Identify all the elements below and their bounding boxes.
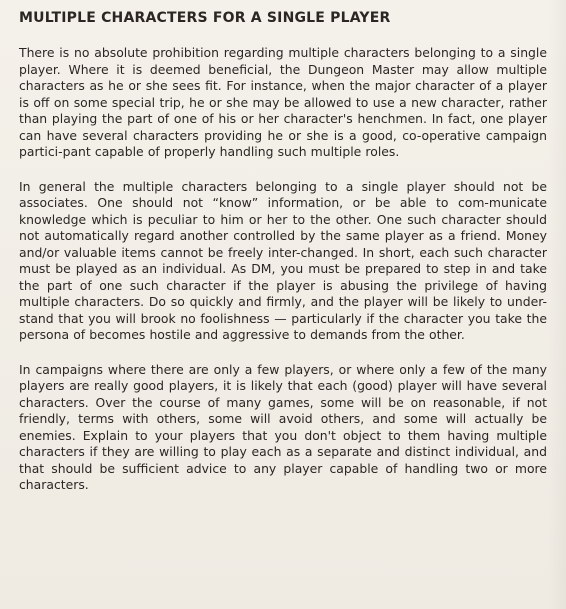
paragraph-1: There is no absolute prohibition regarding multiple characters belonging to a single player. Where it is deemed beneficial, the Dungeon Master may allow multiple characters as he or she sees fit. For instance, when the major character of a player is off on some special trip, he or she may be allowed to use a new character, rather than playing the part of one of his or her character's henchmen. In fact, one player can have several characters providing he or she is a good, co-operative campaign partici-pant capable of properly handling such multiple roles.: [19, 45, 547, 159]
paragraph-2: In general the multiple characters belonging to a single player should not be associates. One should not “know” information, or be able to com-municate knowledge which is peculiar to him or her to the other. One such character should not automatically regard another controlled by the same player as a friend. Money and/or valuable items cannot be freely inter-changed. In short, each such character must be played as an individual. As DM, you must be prepared to step in and take the part of one such character if the player is abusing the privilege of having multiple characters. Do so quickly and firmly, and the player will be likely to under-stand that you will brook no foolishness — particularly if the character you take the persona of becomes hostile and aggressive to demands from the other.: [19, 178, 547, 342]
paragraph-3: In campaigns where there are only a few players, or where only a few of the many players are really good players, it is likely that each (good) player will have several characters. Over the course of many games, some will be on reasonable, if not friendly, terms with others, some will avoid others, and some will actually be enemies. Explain to your players that you don't object to them having multiple characters if they are willing to play each as a separate and distinct individual, and that should be sufficient advice to any player capable of handling two or more characters.: [19, 361, 547, 492]
section-heading: MULTIPLE CHARACTERS FOR A SINGLE PLAYER: [19, 10, 391, 26]
document-content: [19, 9, 547, 494]
page-edge-shadow: [548, 0, 566, 609]
